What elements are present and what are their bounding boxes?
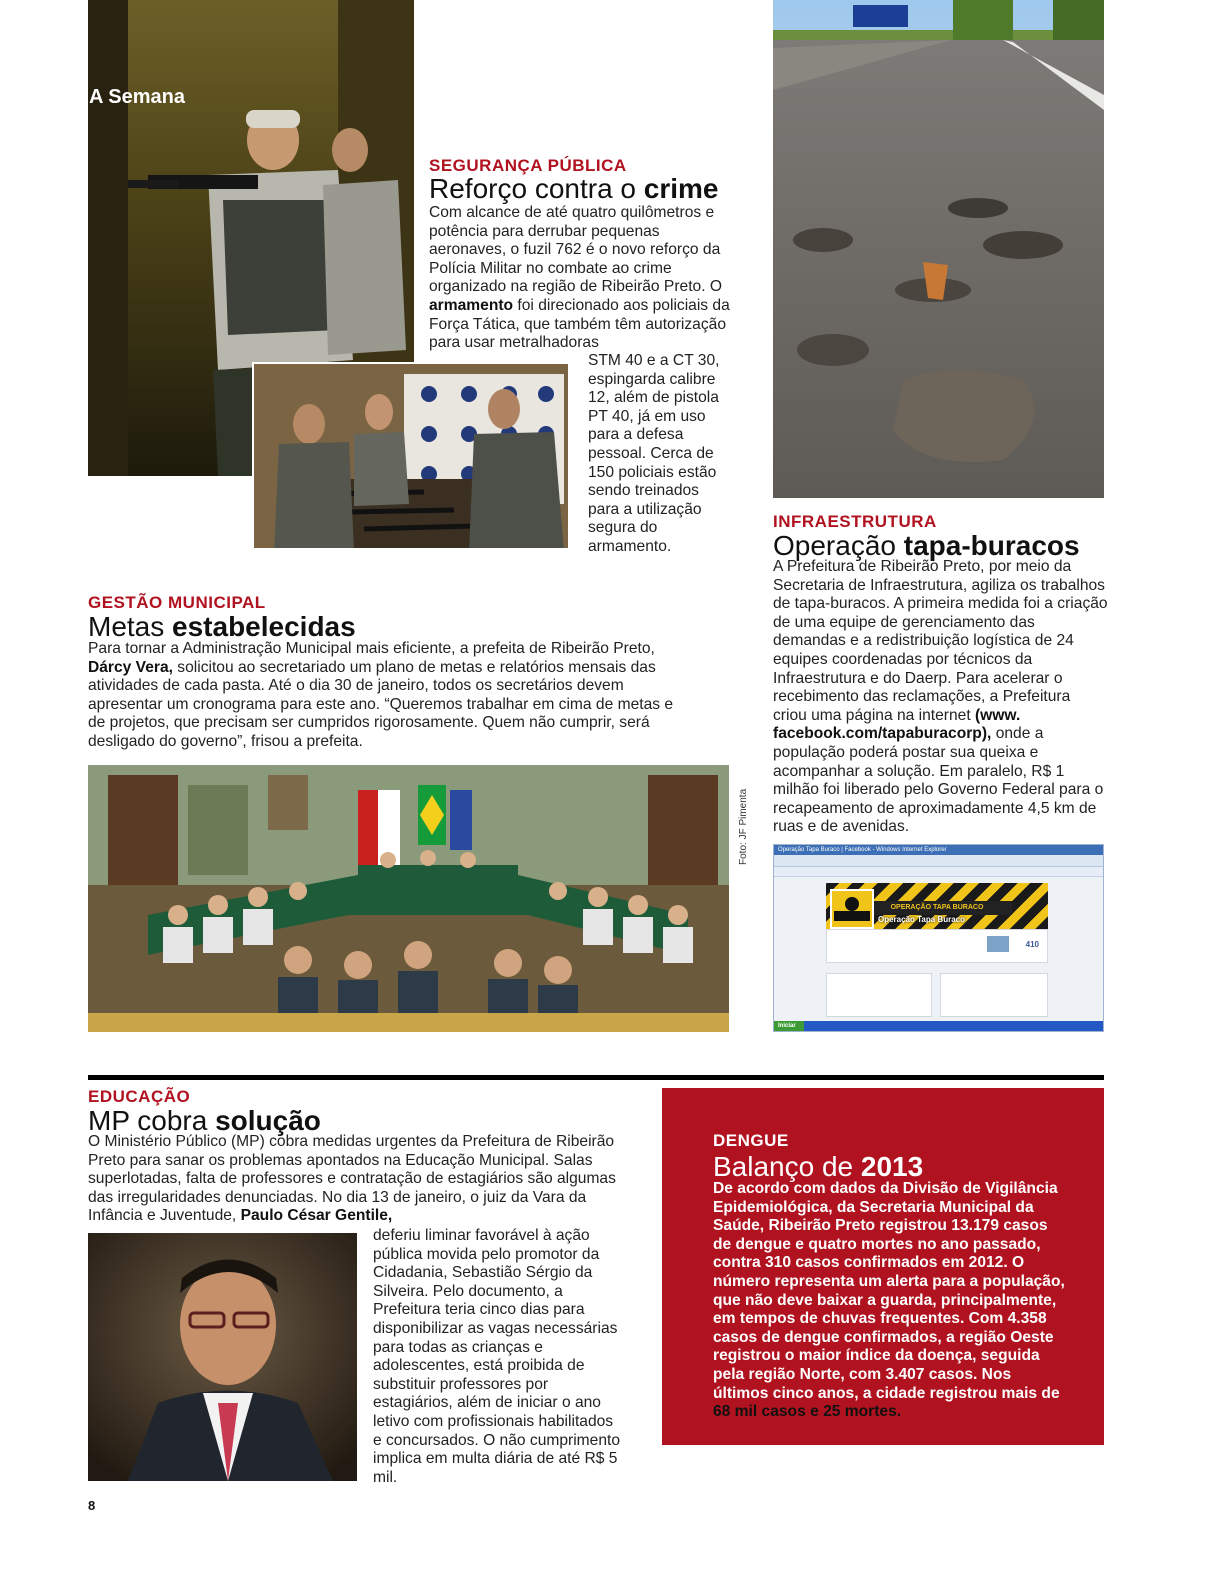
dengue-box xyxy=(662,1088,1104,1445)
road-potholes-photo xyxy=(773,0,1104,498)
infra-paragraph xyxy=(773,558,1108,837)
seguranca-text-1: Com alcance de até quatro quilômetros e potência para derrubar pequenas aeronaves, o fuzil 762 é o novo reforço da Polícia Militar no combate ao crime organizado na região de Ribeirão Preto. O xyxy=(429,204,722,296)
gestao-kicker: GESTÃO MUNICIPAL xyxy=(88,593,266,612)
seguranca-paragraph-1 xyxy=(429,204,731,353)
gestao-text-2: solicitou ao secretariado um plano de metas e relatórios mensais das atividades de cada pasta. Até o dia 30 de janeiro, todos os secretários devem apresentar um cronograma para este ano. “Queremos trabalhar em cima de metas e de projetos, que precisam ser cumpridos rigorosamente. Quem não cumprir, será desligado do governo”, frisou a prefeita. xyxy=(88,658,674,750)
fb-timeline-left xyxy=(826,973,932,1017)
educacao-headline-normal: MP cobra xyxy=(88,1105,216,1136)
gestao-headline-bold: estabelecidas xyxy=(172,611,356,642)
weapons-table-photo xyxy=(252,362,570,550)
dengue-kicker: DENGUE xyxy=(713,1131,789,1150)
dengue-headline xyxy=(713,1152,923,1182)
infra-text-2: onde a população poderá postar sua queixa e acompanhar a solução. Em paralelo, R$ 1 milhão foi liberado pelo Governo Federal para o recapeamento de aproximadamente 4,5 km de ruas e de avenidas. xyxy=(773,725,1104,836)
educacao-headline-bold: solução xyxy=(215,1105,321,1136)
seguranca-headline-normal: Reforço contra o xyxy=(429,173,644,204)
seguranca-kicker: SEGURANÇA PÚBLICA xyxy=(429,156,627,175)
fb-page-info xyxy=(826,929,1048,963)
gestao-headline-normal: Metas xyxy=(88,611,173,642)
fb-thumbnail xyxy=(987,936,1009,952)
section-divider xyxy=(88,1075,1104,1080)
dengue-headline-bold: 2013 xyxy=(860,1151,924,1182)
infra-headline xyxy=(773,531,1080,561)
gestao-paragraph xyxy=(88,640,693,752)
photo-credit: Foto: JF Pimenta xyxy=(738,788,749,865)
seguranca-headline xyxy=(429,174,719,204)
fb-timeline-right xyxy=(940,973,1048,1017)
seguranca-headline-bold: crime xyxy=(643,173,719,204)
seguranca-paragraph-2: STM 40 e a CT 30, espingarda calibre 12, além de pistola PT 40, já em uso para a defesa pessoal. Cerca de 150 policiais estão sendo treinados para a utilização segura do armamento. xyxy=(588,352,720,555)
section-label: A Semana xyxy=(89,86,185,108)
portrait-photo xyxy=(88,1233,357,1481)
dengue-text-1: De acordo com dados da Divisão de Vigilância Epidemiológica, da Secretaria Municipal da Saúde, Ribeirão Preto registrou 13.179 casos de dengue e quatro mortes no ano passado, contra 310 casos confirmados em 2012. O número representa um alerta para a população, que não deve baixar a guarda, principalmente, em tempos de chuvas frequentes. Com 4.358 casos de dengue confirmados, a região Oeste registrou o maior índice da doença, seguida pela região Norte, com 3.407 casos. Nos últimos cinco anos, a cidade registrou mais de xyxy=(713,1180,1065,1402)
dengue-paragraph xyxy=(713,1180,1065,1422)
educacao-kicker: EDUCAÇÃO xyxy=(88,1087,191,1106)
infra-text-bold: (www. facebook.com/tapaburacorp), xyxy=(773,706,1021,743)
fb-profile-picture xyxy=(830,889,874,929)
start-button[interactable]: Iniciar xyxy=(774,1021,804,1031)
gestao-text-bold: Dárcy Vera, xyxy=(88,658,173,676)
infra-headline-normal: Operação xyxy=(773,530,904,561)
gestao-headline xyxy=(88,612,356,642)
windows-taskbar xyxy=(774,1021,1104,1031)
infra-headline-bold: tapa-buracos xyxy=(903,530,1080,561)
ie-window-title: Operação Tapa Buraco | Facebook - Windows Internet Explorer xyxy=(778,847,947,853)
dengue-text-bold: 68 mil casos e 25 mortes. xyxy=(713,1403,902,1421)
educacao-text-1: O Ministério Público (MP) cobra medidas urgentes da Prefeitura de Ribeirão Preto para sanar os problemas apontados na Educação Municipal. Salas superlotadas, falta de professores e contratação de estagiários são algumas das irregularidades denunciadas. No dia 13 de janeiro, o juiz da Vara da Infância e Juventude, xyxy=(88,1133,616,1225)
fb-page-name: Operação Tapa Buraco xyxy=(878,915,965,924)
educacao-paragraph-2: deferiu liminar favorável à ação pública movida pelo promotor da Cidadania, Sebastião Sérgio da Silveira. Pelo documento, a Prefeitura teria cinco dias para disponibilizar as vagas necessárias para todas as crianças e adolescentes, está proibida de substituir professores por estagiários, além de iniciar o ano letivo com profissionais habilitados e concursados. O não cumprimento implica em multa diária de até R$ 5 mil. xyxy=(373,1227,621,1486)
ie-toolbar xyxy=(774,867,1103,877)
infra-kicker: INFRAESTRUTURA xyxy=(773,512,937,531)
dengue-headline-normal: Balanço de xyxy=(713,1151,861,1182)
seguranca-text-2: foi direcionado aos policiais da Força Tática, que também têm autorização para usar metralhadoras xyxy=(429,296,730,352)
seguranca-text-bold: armamento xyxy=(429,296,514,314)
gestao-text-1: Para tornar a Administração Municipal mais eficiente, a prefeita de Ribeirão Preto, xyxy=(88,640,655,657)
infra-text-1: A Prefeitura de Ribeirão Preto, por meio da Secretaria de Infraestrutura, agiliza os trabalhos de tapa-buracos. A primeira medida foi a criação de uma equipe de gerenciamento das demandas e a redistribuição logística de 24 equipes coordenadas por técnicos da Infraestrutura e do Daerp. Para acelerar o recebimento das reclamações, a Prefeitura criou uma página na internet xyxy=(773,558,1108,724)
page-number: 8 xyxy=(88,1498,96,1513)
educacao-text-bold: Paulo César Gentile, xyxy=(240,1207,393,1225)
educacao-paragraph-1 xyxy=(88,1133,628,1226)
educacao-headline xyxy=(88,1106,321,1136)
meeting-photo xyxy=(88,765,729,1032)
fb-banner-text: OPERAÇÃO TAPA BURACO xyxy=(890,904,984,911)
facebook-page-screenshot xyxy=(773,844,1104,1032)
ie-title-bar xyxy=(774,845,1103,855)
fb-cover-banner xyxy=(862,901,1012,915)
fb-like-count: 410 xyxy=(1025,940,1039,949)
ie-address-bar xyxy=(774,855,1103,867)
